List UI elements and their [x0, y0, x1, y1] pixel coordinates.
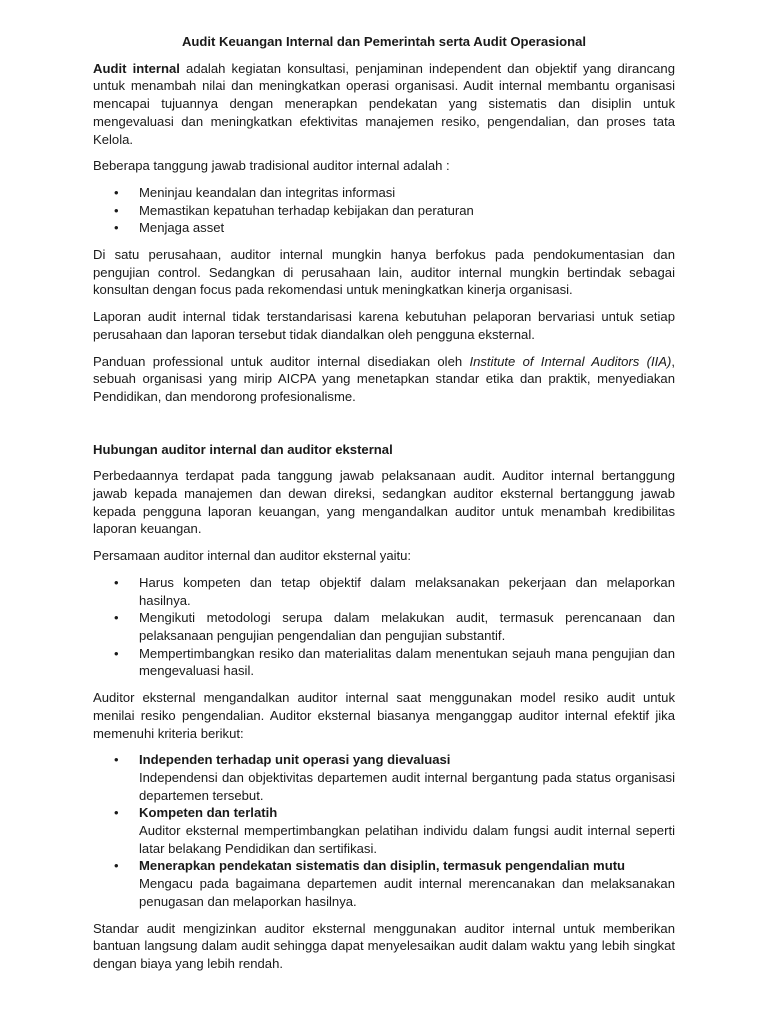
list-item: • Menjaga asset: [93, 219, 675, 237]
list-item: • Memastikan kepatuhan terhadap kebijakan dan peraturan: [93, 202, 675, 220]
company-paragraph: Di satu perusahaan, auditor internal mungkin hanya berfokus pada pendokumentasian dan pengujian control. Sedangkan di perusahaan lain, auditor internal mungkin bertindak sebagai konsultan dengan focus pada rekomendasi untuk meningkatkan kinerja organisasi.: [93, 247, 675, 298]
guide-institute: Institute of Internal Auditors (IIA): [469, 353, 672, 369]
section-spacer: [93, 415, 675, 441]
list-item: • Meninjau keandalan dan integritas informasi: [93, 184, 675, 202]
intro-paragraph: [93, 60, 675, 149]
responsibilities-list: [93, 184, 675, 237]
list-item: • Mengikuti metodologi serupa dalam melakukan audit, termasuk perencanaan dan pelaksanaan pengujian pengendalian dan pengujian substantif.: [93, 609, 675, 644]
similarity-lead: Persamaan auditor internal dan auditor eksternal yaitu:: [93, 548, 412, 564]
responsibilities-lead: Beberapa tanggung jawab tradisional auditor internal adalah :: [93, 158, 450, 174]
guide-paragraph: [93, 353, 675, 406]
standard-paragraph: Standar audit mengizinkan auditor eksternal menggunakan auditor internal untuk memberikan bantuan langsung dalam audit sehingga dapat menyelesaikan audit dalam waktu yang lebih singkat dengan biaya yang lebih rendah.: [93, 920, 675, 971]
criteria-list: [93, 751, 675, 910]
criteria-item: [93, 804, 675, 857]
list-item: • Mempertimbangkan resiko dan materialitas dalam menentukan sejauh mana pengujian dan mengevaluasi hasil.: [93, 645, 675, 680]
intro-term: Audit internal: [93, 60, 180, 76]
document-title: Audit Keuangan Internal dan Pemerintah serta Audit Operasional: [181, 34, 587, 49]
criteria-description: Independensi dan objektivitas departemen audit internal bergantung pada status organisasi departemen tersebut.: [139, 769, 675, 803]
difference-paragraph: Perbedaannya terdapat pada tanggung jawab pelaksanaan audit. Auditor internal bertanggung jawab kepada manajemen dan dewan direksi, sedangkan auditor eksternal bertanggung jawab kepada pengguna laporan keuangan, yang mengandalkan auditor untuk menambah kredibilitas laporan keuangan.: [93, 468, 675, 537]
criteria-title: • Menerapkan pendekatan sistematis dan disiplin, termasuk pengendalian mutu: [139, 858, 626, 874]
similarity-list: [93, 574, 675, 680]
criteria-item: [93, 751, 675, 804]
criteria-item: [93, 857, 675, 910]
criteria-description: Auditor eksternal mempertimbangkan pelatihan individu dalam fungsi audit internal seperti latar belakang Pendidikan dan sertifikasi.: [139, 823, 675, 856]
criteria-title: • Kompeten dan terlatih: [139, 805, 278, 821]
guide-before: Panduan professional untuk auditor internal disediakan oleh: [93, 353, 470, 369]
intro-text: adalah kegiatan konsultasi, penjaminan independent dan objektif yang dirancang untuk menambah nilai dan meningkatkan operasi organisasi. Audit internal membantu organisasi mencapai tujuannya dengan menerapkan pendekatan yang sistematis dan disiplin untuk mengevaluasi dan meningkatkan efektivitas manajemen resiko, pengendalian, dan proses tata Kelola.: [93, 60, 675, 147]
section-heading: Hubungan auditor internal dan auditor eksternal: [93, 441, 393, 457]
list-item: • Harus kompeten dan tetap objektif dalam melaksanakan pekerjaan dan melaporkan hasilnya.: [93, 574, 675, 609]
criteria-description: Mengacu pada bagaimana departemen audit internal merencanakan dan melaksanakan penugasan dan melaporkan hasilnya.: [139, 876, 675, 909]
reliance-paragraph: Auditor eksternal mengandalkan auditor internal saat menggunakan model resiko audit untuk menilai resiko pengendalian. Auditor eksternal biasanya menganggap auditor internal efektif jika memenuhi kriteria berikut:: [93, 690, 675, 741]
report-paragraph: Laporan audit internal tidak terstandarisasi karena kebutuhan pelaporan bervariasi untuk setiap perusahaan dan laporan tersebut tidak diandalkan oleh pengguna eksternal.: [93, 309, 675, 342]
guide-after: , sebuah organisasi yang mirip AICPA yang menetapkan standar etika dan praktik, menyediakan Pendidikan, dan mendorong profesionalisme.: [93, 353, 675, 404]
criteria-title: • Independen terhadap unit operasi yang dievaluasi: [139, 752, 451, 768]
